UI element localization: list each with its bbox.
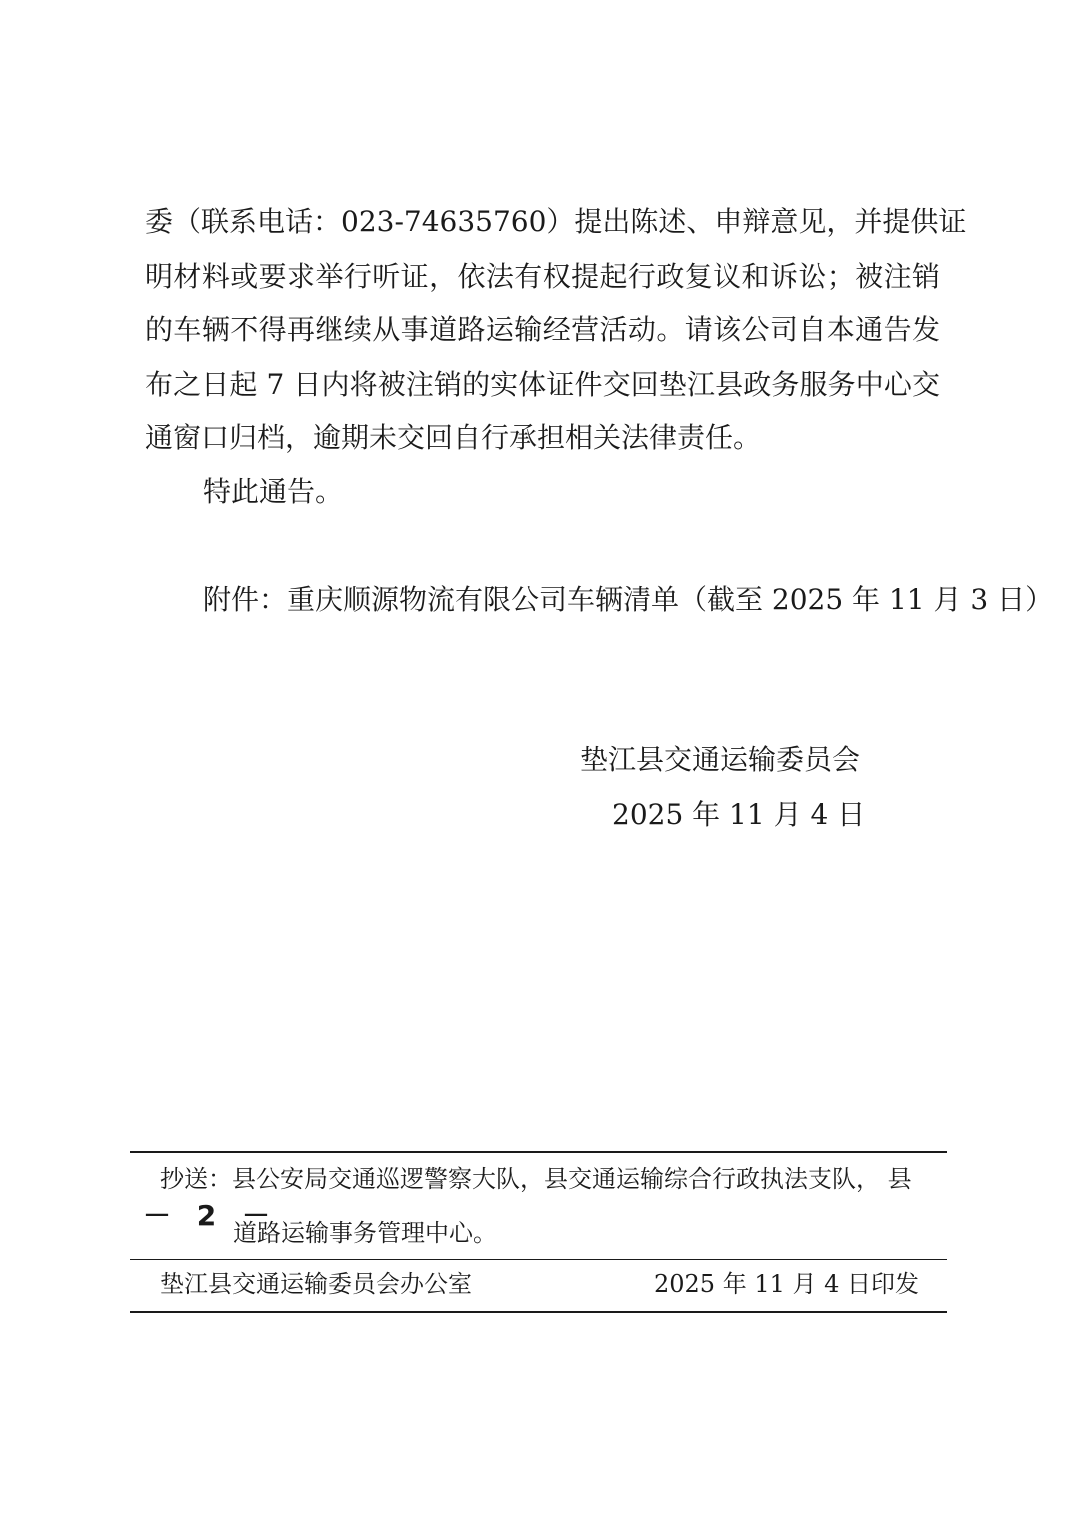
attachment-note: 附件：重庆顺源物流有限公司车辆清单（截至 2025 年 11 月 3 日）	[203, 583, 1054, 616]
cc-recipients: 抄送：县公安局交通巡逻警察大队，县交通运输综合行政执法支队， 县	[160, 1165, 912, 1193]
footer-middle-rule	[130, 1259, 947, 1260]
closing-statement: 特此通告。	[203, 475, 344, 508]
cc-recipients-continued: 道路运输事务管理中心。	[233, 1219, 497, 1247]
footer-top-rule	[130, 1151, 947, 1153]
body-paragraph-line: 布之日起 7 日内将被注销的实体证件交回垫江县政务服务中心交	[145, 368, 940, 401]
signature-date: 2025 年 11 月 4 日	[612, 798, 866, 831]
body-paragraph-last-line: 通窗口归档，逾期未交回自行承担相关法律责任。	[145, 421, 762, 454]
footer-bottom-rule	[130, 1311, 947, 1313]
body-paragraph-line: 委（联系电话：023-74635760）提出陈述、申辩意见，并提供证	[145, 205, 967, 238]
body-paragraph-line: 的车辆不得再继续从事道路运输经营活动。请该公司自本通告发	[145, 313, 940, 346]
issue-date: 2025 年 11 月 4 日印发	[654, 1270, 920, 1298]
signature-organization: 垫江县交通运输委员会	[580, 743, 861, 776]
body-paragraph-line: 明材料或要求举行听证，依法有权提起行政复议和诉讼；被注销	[145, 260, 940, 293]
page-number: － 2 －	[143, 1199, 278, 1232]
issuing-office: 垫江县交通运输委员会办公室	[160, 1270, 472, 1298]
